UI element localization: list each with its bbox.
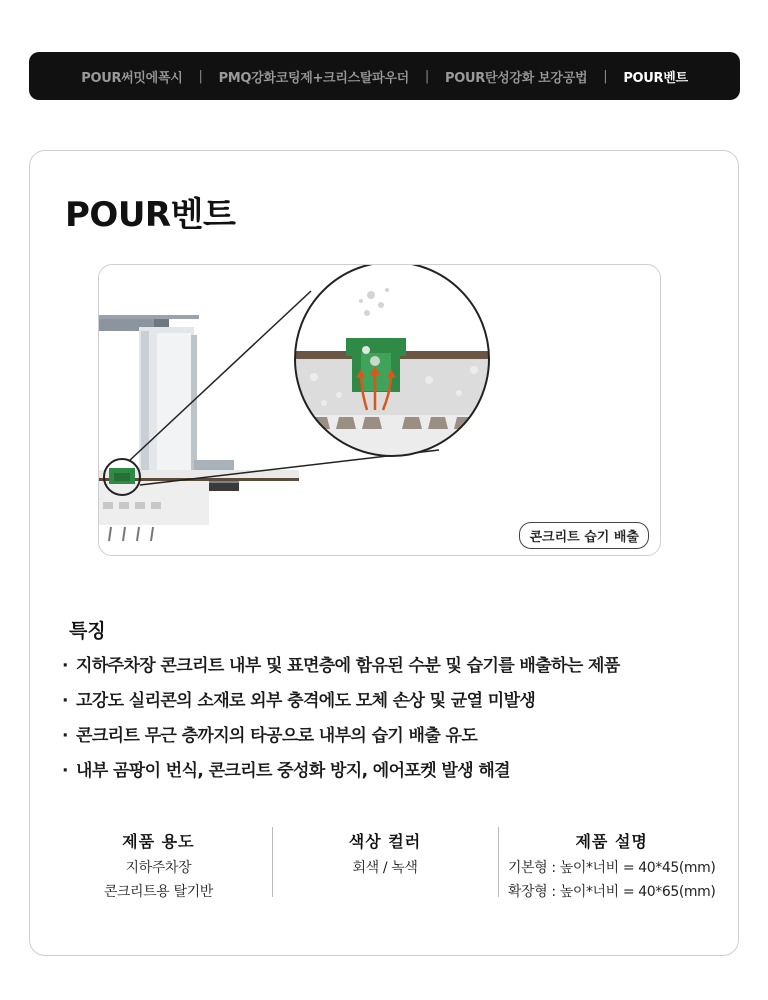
feature-item: [62, 756, 620, 791]
moisture-release-caption: 콘크리트 습기 배출: [519, 522, 649, 549]
vent-cross-section-illustration: [99, 265, 661, 556]
spec-value: 기본형 : 높이*너비 = 40*45(mm): [507, 860, 716, 876]
spec-value: 콘크리트용 탈기반: [103, 884, 213, 900]
feature-item: [62, 686, 620, 721]
spec-heading: 제품 용도: [122, 832, 195, 851]
nav-item-pmq-coating[interactable]: PMQ강화코팅제+크리스탈파우더: [218, 70, 409, 86]
nav-separator: |: [198, 68, 203, 84]
nav-item-elastic-reinforcement[interactable]: POUR탄성강화 보강공법: [444, 70, 588, 86]
features-list: [62, 651, 620, 791]
feature-text: 고강도 실리콘의 소재로 외부 충격에도 모체 손상 및 균열 미발생: [76, 691, 536, 711]
product-specs: [45, 821, 725, 901]
product-title: POUR벤트: [65, 195, 236, 235]
spec-heading: 제품 설명: [575, 832, 648, 851]
feature-text: 콘크리트 무근 층까지의 타공으로 내부의 습기 배출 유도: [76, 726, 478, 746]
spec-heading: 색상 컬러: [348, 832, 422, 851]
feature-text: 지하주차장 콘크리트 내부 및 표면층에 함유된 수분 및 습기를 배출하는 제품: [76, 656, 620, 676]
feature-item: [62, 651, 620, 686]
bullet-dot: ·: [62, 761, 68, 781]
bullet-dot: ·: [62, 656, 68, 676]
spec-description: [498, 821, 725, 901]
nav-item-summit-epoxy[interactable]: POUR써밋에폭시: [81, 70, 183, 86]
spec-color: [272, 821, 499, 901]
spec-value: 지하주차장: [125, 860, 192, 876]
bullet-dot: ·: [62, 691, 68, 711]
spec-value: 확장형 : 높이*너비 = 40*65(mm): [507, 884, 716, 900]
top-nav: [29, 52, 740, 100]
bullet-dot: ·: [62, 726, 68, 746]
spec-value: 회색 / 녹색: [352, 860, 418, 876]
product-card: [29, 150, 739, 956]
spec-usage: [45, 821, 272, 901]
feature-text: 내부 곰팡이 번식, 콘크리트 중성화 방지, 에어포켓 발생 해결: [76, 761, 510, 781]
features-heading: 특징: [69, 620, 106, 642]
feature-item: [62, 721, 620, 756]
nav-separator: |: [424, 68, 429, 84]
nav-item-pour-vent[interactable]: POUR벤트: [623, 70, 688, 86]
nav-separator: |: [603, 68, 608, 84]
product-illustration: [98, 264, 661, 556]
